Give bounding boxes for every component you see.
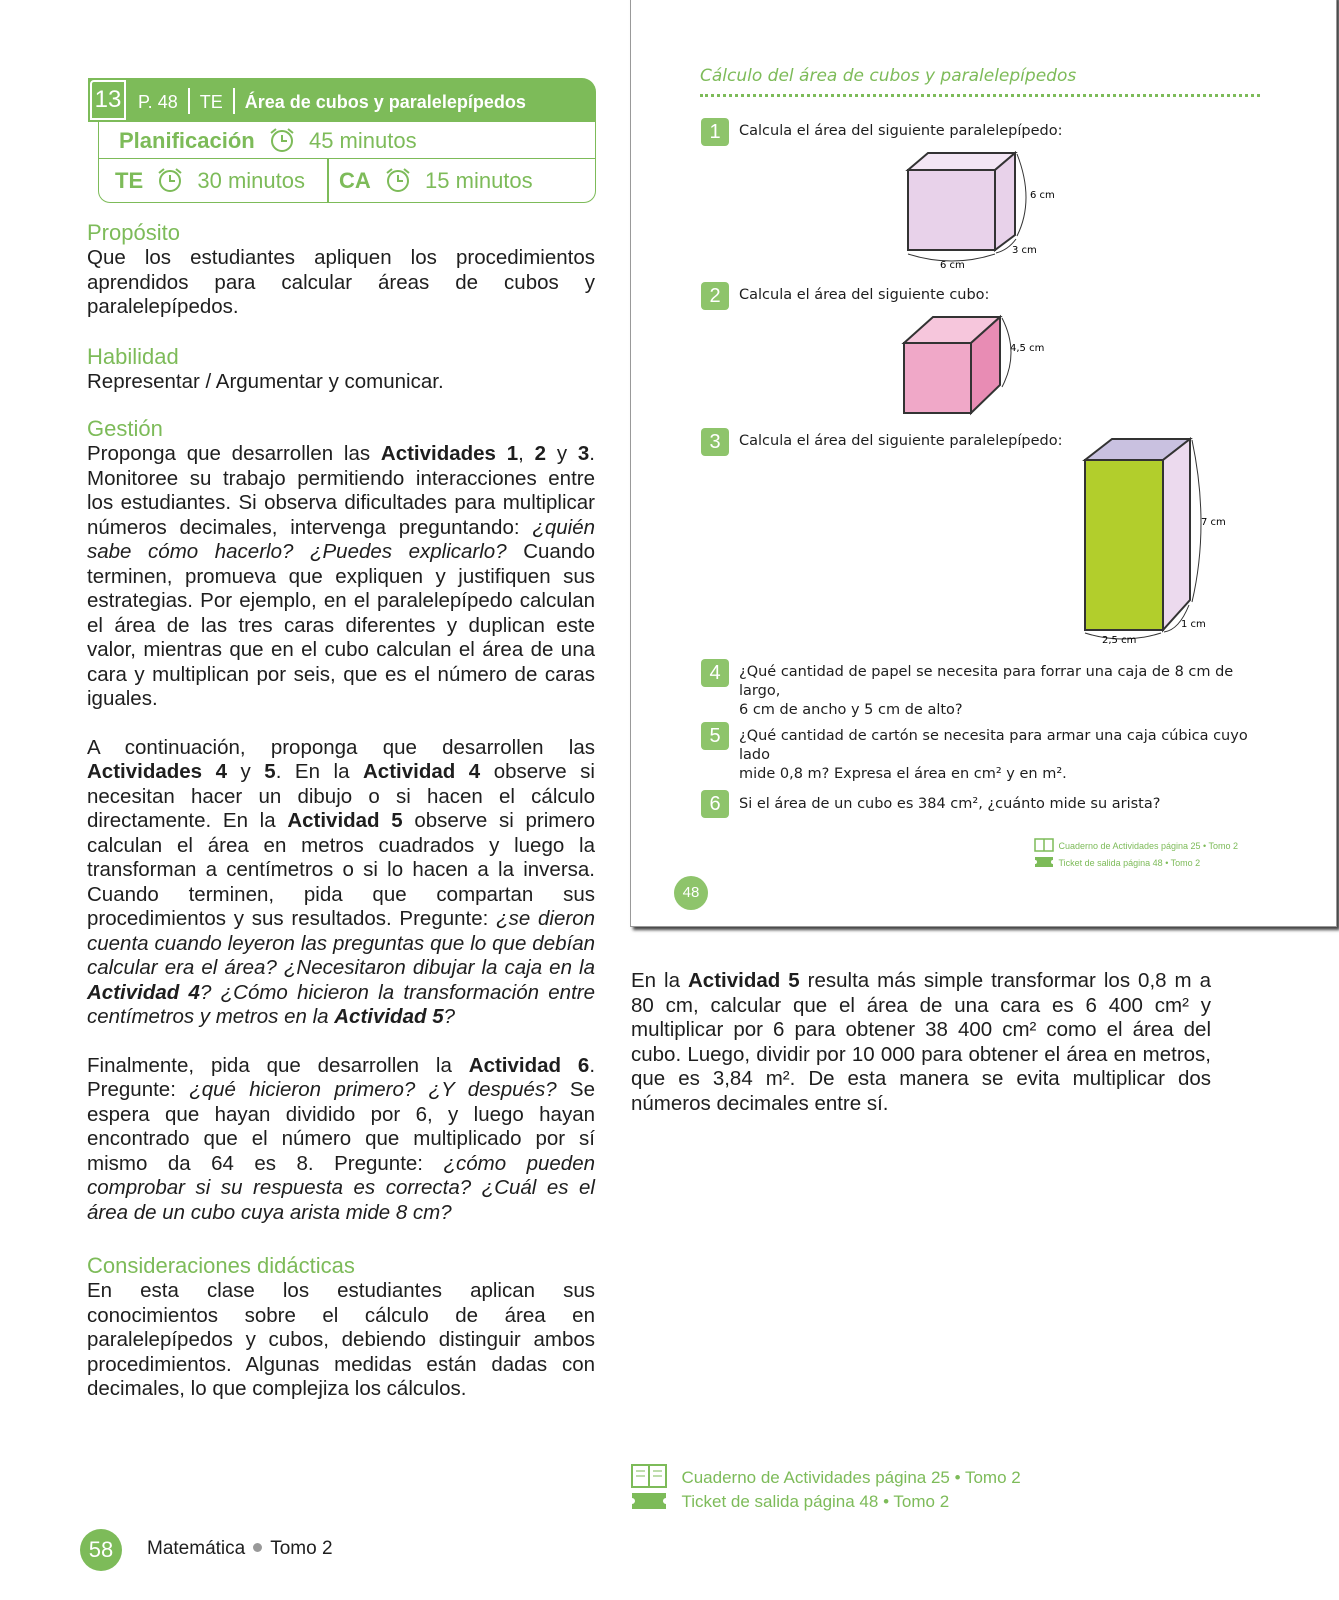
actividad-5-note: En la Actividad 5 resulta más simple transformar los 0,8 m a 80 cm, calcular que el área de una cara es 6 400 cm² y multiplicar por 6 para obtener 38 400 cm² como el área del cubo. Luego, dividir por 10 000 para obtener el área en metros, que es 3,84 m². De esta manera se evita multiplicar dos números decimales entre sí. [631,969,1211,1115]
dim-label-width: 6 cm [940,260,965,271]
lesson-header-tab [88,78,596,122]
dotted-divider [700,94,1260,97]
ref-ticket-text: Ticket de salida página 48 • Tomo 2 [681,1492,950,1511]
exercise-4-text: ¿Qué cantidad de papel se necesita para forrar una caja de 8 cm de largo, 6 cm de ancho y 5 cm de alto? [739,664,1234,718]
page-ref: P. 48 [138,92,178,112]
habilidad-text: Representar / Argumentar y comunicar. [87,370,444,393]
alarm-clock-icon [267,126,297,154]
exercise-1-prism-figure [890,150,1060,275]
exercise-6-badge: 6 [701,790,729,818]
dim-label-height: 7 cm [1201,517,1226,528]
planning-row [99,120,595,159]
gestion-paragraph-1: Proponga que desarrollen las Actividades 1, 2 y 3. Monitoree su trabajo permitiendo interacciones entre los estudiantes. Si observa dificultades para multiplicar números decimales, intervenga preguntando: ¿quién sabe cómo hacerlo? ¿Puedes explicarlo? Cuando terminen, promueva que expliquen y justifiquen sus estrategias. Por ejemplo, en el paralelepípedo calculan el área de las tres caras diferentes y duplican este valor, mientras que en el cubo calculan el área de una cara y multiplican por seis, que es el número de caras iguales. [87,442,596,710]
lesson-title: Área de cubos y paralelepípedos [244,92,526,112]
footer-volume: Tomo 2 [270,1538,333,1559]
ticket-icon [631,1492,667,1510]
exercise-1-badge: 1 [701,118,729,146]
dim-label-depth: 3 cm [1012,245,1037,256]
exercise-2-text: Calcula el área del siguiente cubo: [739,287,990,303]
exercise-5-badge: 5 [701,722,729,750]
exercise-6-text: Si el área de un cubo es 384 cm², ¿cuánto mide su arista? [739,796,1161,812]
proposito-heading: Propósito [87,220,180,245]
session-number: 13 [90,80,126,120]
panel-title: Cálculo del área de cubos y paralelepípedos [700,66,1077,86]
gestion-heading: Gestión [87,416,163,441]
planning-time: 45 minutos [308,128,417,153]
footer-subject: Matemática [147,1538,246,1559]
ref-workbook [631,1464,1021,1488]
exercise-1-text: Calcula el área del siguiente paralelepípedo: [739,123,1063,139]
habilidad-heading: Habilidad [87,344,179,369]
ca-time: 15 minutos [425,168,533,193]
dim-label-width: 2,5 cm [1102,635,1137,645]
te-label: TE [115,168,144,193]
gestion-paragraph-2: A continuación, proponga que desarrollen las Actividades 4 y 5. En la Actividad 4 observe si necesitan hacer un dibujo o si hacen el cálculo directamente. En la Actividad 5 observe si primero calculan el área en metros cuadrados y luego la transforman a centímetros o si lo hacen a la inversa. Cuando terminen, pida que compartan sus procedimientos y sus resultados. Pregunte: ¿se dieron cuenta cuando leyeron las preguntas que lo que debían calcular era el área? ¿Necesitaron dibujar la caja en la Actividad 4? ¿Cómo hicieron la transformación entre centímetros y metros en la Actividad 5? [87,735,596,1028]
planning-label: Planificación [119,128,255,153]
alarm-clock-icon [383,166,413,194]
proposito-text: Que los estudiantes apliquen los procedimientos aprendidos para calcular áreas de cubos y paralelepípedos. [87,246,595,318]
exercise-3-badge: 3 [701,428,729,456]
dim-label-depth: 1 cm [1181,619,1206,630]
ref-workbook-text: Cuaderno de Actividades página 25 • Tomo 2 [681,1468,1021,1487]
dim-label-edge: 4,5 cm [1010,343,1045,354]
proposito-section [87,220,595,320]
te-time: 30 minutos [197,168,305,193]
alarm-clock-icon [155,166,185,194]
exercise-4-badge: 4 [701,659,729,687]
consideraciones-section [87,1253,595,1402]
panel-page-number: 48 [674,876,708,910]
exercise-3-prism-figure [1075,435,1235,645]
gestion-paragraph-3: Finalmente, pida que desarrollen la Actividad 6. Pregunte: ¿qué hicieron primero? ¿Y después? Se espera que hayan dividido por 6, y luego hayan encontrado que el número que multiplicado por sí mismo da 64 es 8. Pregunte: ¿cómo pueden comprobar si su respuesta es correcta? ¿Cuál es el área de un cubo cuya arista mide 8 cm? [87,1053,596,1224]
text-ref: TE [199,92,223,112]
ca-label: CA [339,168,371,193]
footer-label [147,1538,333,1560]
book-icon [1034,838,1054,852]
page-number: 58 [80,1529,122,1571]
book-icon [631,1464,667,1488]
lesson-header-text [138,88,526,114]
consideraciones-text: En esta clase los estudiantes aplican sus conocimientos sobre el cálculo de área en paralelepípedos y cubos, debiendo distinguir ambos procedimientos. Algunas medidas están dadas con decimales, lo que complejiza los cálculos. [87,1279,595,1400]
consideraciones-heading: Consideraciones didácticas [87,1253,355,1278]
habilidad-section [87,344,595,395]
exercise-2-cube-figure [898,313,1048,418]
panel-ref-workbook-text: Cuaderno de Actividades página 25 • Tomo 2 [1058,841,1239,851]
panel-ref-ticket [1034,853,1200,871]
dim-label-height: 6 cm [1030,190,1055,201]
ticket-icon [1034,856,1054,868]
lesson-header [88,78,596,204]
gestion-section [87,416,595,1225]
panel-ref-ticket-text: Ticket de salida página 48 • Tomo 2 [1058,858,1201,868]
exercise-2-badge: 2 [701,282,729,310]
ref-ticket [631,1492,949,1512]
panel-ref-workbook [1034,836,1238,854]
exercise-3-text: Calcula el área del siguiente paralelepípedo: [739,433,1063,449]
time-planning-box [98,120,596,203]
exercise-5-text: ¿Qué cantidad de cartón se necesita para armar una caja cúbica cuyo lado mide 0,8 m? Expresa el área en cm² y en m². [739,728,1248,782]
